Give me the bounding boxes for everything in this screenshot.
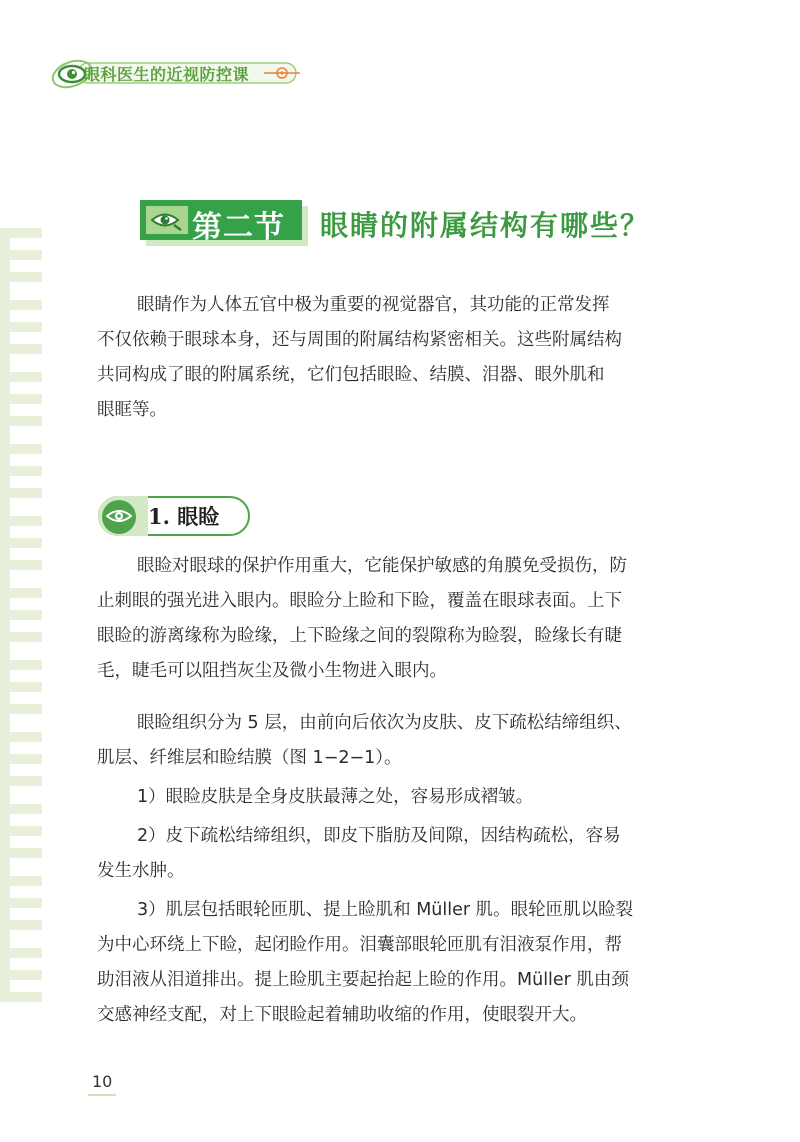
text-line: 发生水肿。: [97, 861, 185, 881]
text-line: 共同构成了眼的附属系统，它们包括眼睑、结膜、泪器、眼外肌和: [97, 365, 605, 385]
body-paragraph: [97, 780, 697, 815]
text-line: 肌层、纤维层和睑结膜（图 1−2−1）。: [97, 748, 402, 768]
text-line: 不仅依赖于眼球本身，还与周围的附属结构紧密相关。这些附属结构: [97, 330, 622, 350]
text-line: 为中心环绕上下睑，起闭睑作用。泪囊部眼轮匝肌有泪液泵作用，帮: [97, 935, 622, 955]
book-title: 眼科医生的近视防控课: [84, 65, 250, 84]
text-line: 2）皮下疏松结缔组织，即皮下脂肪及间隙，因结构疏松，容易: [137, 826, 621, 846]
subsection-title: 1. 眼睑: [148, 504, 220, 529]
body-paragraph: [97, 706, 697, 776]
text-line: 止刺眼的强光进入眼内。眼睑分上睑和下睑，覆盖在眼球表面。上下: [97, 591, 622, 611]
intro-paragraph: [97, 288, 697, 428]
body-paragraph: [97, 549, 697, 689]
text-line: 眼睑对眼球的保护作用重大，它能保护敏感的角膜免受损伤，防: [137, 556, 627, 576]
text-line: 眼睑组织分为 5 层，由前向后依次为皮肤、皮下疏松结缔组织、: [137, 713, 632, 733]
text-line: 眼睑的游离缘称为睑缘，上下睑缘之间的裂隙称为睑裂，睑缘长有睫: [97, 626, 622, 646]
text-line: 眼眶等。: [97, 400, 167, 420]
section-number: 第二节: [192, 210, 285, 245]
text-line: 1）眼睑皮肤是全身皮肤最薄之处，容易形成褶皱。: [137, 787, 534, 807]
section-title: 眼睛的附属结构有哪些？: [320, 209, 651, 242]
subsection-heading: [98, 496, 250, 536]
section-heading: [140, 200, 680, 245]
text-line: 毛，睫毛可以阻挡灰尘及微小生物进入眼内。: [97, 661, 447, 681]
text-line: 3）肌层包括眼轮匝肌、提上睑肌和 Müller 肌。眼轮匝肌以睑裂: [137, 900, 634, 920]
text-line: 助泪液从泪道排出。提上睑肌主要起抬起上睑的作用。Müller 肌由颈: [97, 970, 629, 990]
body-paragraph: [97, 893, 697, 1033]
eye-icon: [106, 506, 132, 526]
body-paragraph: [97, 819, 697, 889]
page-number-underline: [88, 1094, 116, 1096]
side-decoration: [0, 228, 42, 1008]
page-number: 10: [92, 1072, 113, 1091]
text-line: 交感神经支配，对上下眼睑起着辅助收缩的作用，使眼裂开大。: [97, 1005, 587, 1025]
text-line: 眼睛作为人体五官中极为重要的视觉器官，其功能的正常发挥: [137, 295, 610, 315]
eye-magnifier-icon: [150, 208, 184, 232]
